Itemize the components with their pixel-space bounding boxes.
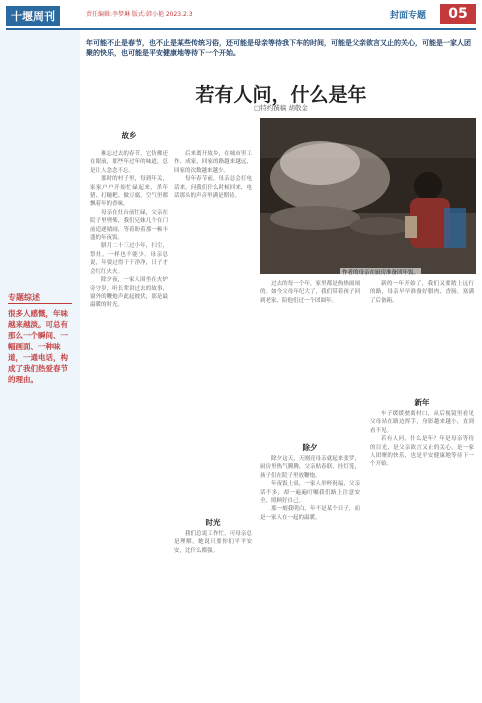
section-heading: 新年 [414, 398, 430, 407]
paragraph: 难忘过去的春节，它仿佛还在眼前，那些年过年的味道，总是让人念念不忘。 [90, 151, 168, 174]
article-column [370, 280, 474, 393]
paragraph: 腊月二十三过小年，扫尘、祭灶，一样也不能少。母亲总说，年要过得干干净净，日子才会红红火火。 [90, 243, 168, 275]
paragraph: 后来离开故乡，在城市里工作、成家，回家的路越来越远，回家的次数越来越少。 [174, 151, 252, 174]
article-column [370, 410, 474, 695]
paragraph: 车子缓缓驶离村口，从后视镜里看见父母站在路边挥手，身影越来越小，直到看不见。 [370, 411, 474, 434]
article-column [174, 150, 252, 512]
section-heading: 时光 [205, 518, 221, 527]
article-lead: 年可能不止是春节，也不止是某些传统习俗，还可能是母亲等待我下车的时间，可能是父亲欲言又止的关心，可能是一家人团聚的快乐，也可能是平安健康地等待下一个开始。 [86, 39, 471, 57]
sidebar [0, 30, 80, 703]
photo-caption: 作者的母亲在厨房准备团年饭。 [342, 270, 420, 276]
sidebar-tag: 专题综述 [8, 293, 40, 302]
section-heading: 除夕 [302, 443, 318, 452]
kitchen-photo-illustration [260, 118, 476, 274]
article-title: 若有人问，什么是年 [195, 84, 367, 106]
paragraph: 我们总说工作忙，可母亲总是理解，她说只要你们平平安安，比什么都强。 [174, 531, 252, 554]
paragraph: 过去的每一个年，家里都是热热闹闹的。如今父母年纪大了，我们带着孩子回到老家，陪他们过一个团圆年。 [260, 281, 360, 304]
editor-meta: 责任编辑:李梦琳 版式:韩小艳 2023.2.3 [86, 11, 193, 18]
sidebar-text: 很多人感慨，年味越来越淡。可总有那么一个瞬间、一幅画面、一种味道，一通电话，构成了我们热爱春节的理由。 [8, 309, 68, 384]
paragraph: 除夕夜，一家人围坐在火炉旁守岁，听长辈讲过去的故事，窗外的鞭炮声此起彼伏，那是最温暖的时光。 [90, 277, 168, 309]
article-byline: □特约撰稿 胡敬金 [254, 104, 308, 112]
page-header [0, 0, 482, 30]
section-heading: 故乡 [121, 131, 137, 140]
section-title: 封面专题 [390, 11, 427, 21]
page-number: 05 [440, 4, 476, 24]
paragraph: 母亲在灶台前忙碌，父亲在院子里劈柴，我们兄妹几个在门前追逐嬉闹，等着盼着那一顿丰盛的年夜饭。 [90, 209, 168, 242]
masthead: 十堰周刊 [6, 6, 60, 26]
paragraph: 若有人问，什么是年？年是母亲等待的目光，是父亲欲言又止的关心，是一家人团聚的快乐，也是平安健康地等待下一个开始。 [370, 436, 474, 468]
paragraph: 除夕这天，天刚亮母亲就起来张罗，厨房里热气腾腾，父亲贴春联、挂灯笼，孩子们在院子里放鞭炮。 [260, 456, 360, 479]
paragraph: 那时的村子里，每到年关，家家户户开始忙碌起来，杀年猪、打糍粑、做豆腐，空气里都飘着年的香味。 [90, 176, 168, 208]
article-photo [260, 118, 476, 274]
article-column [260, 280, 360, 438]
paragraph: 年夜饭上桌，一家人举杯祝福，父亲话不多，却一遍遍叮嘱我们路上注意安全，照顾好自己。 [260, 481, 360, 505]
paragraph: 新的一年开始了，我们又要踏上远行的路，母亲早早准备好腊肉、香肠，塞满了后备箱。 [370, 281, 474, 304]
article-column [90, 150, 168, 695]
sidebar-divider [8, 303, 72, 304]
paragraph: 那一刻我明白，年不是某个日子，而是一家人在一起的温暖。 [260, 506, 360, 521]
article-column [174, 530, 252, 695]
article-column [260, 455, 360, 695]
paragraph: 每年春节前，母亲总会打电话来，问我们什么时候回来，电话那头的声音里满是期待。 [174, 176, 252, 200]
